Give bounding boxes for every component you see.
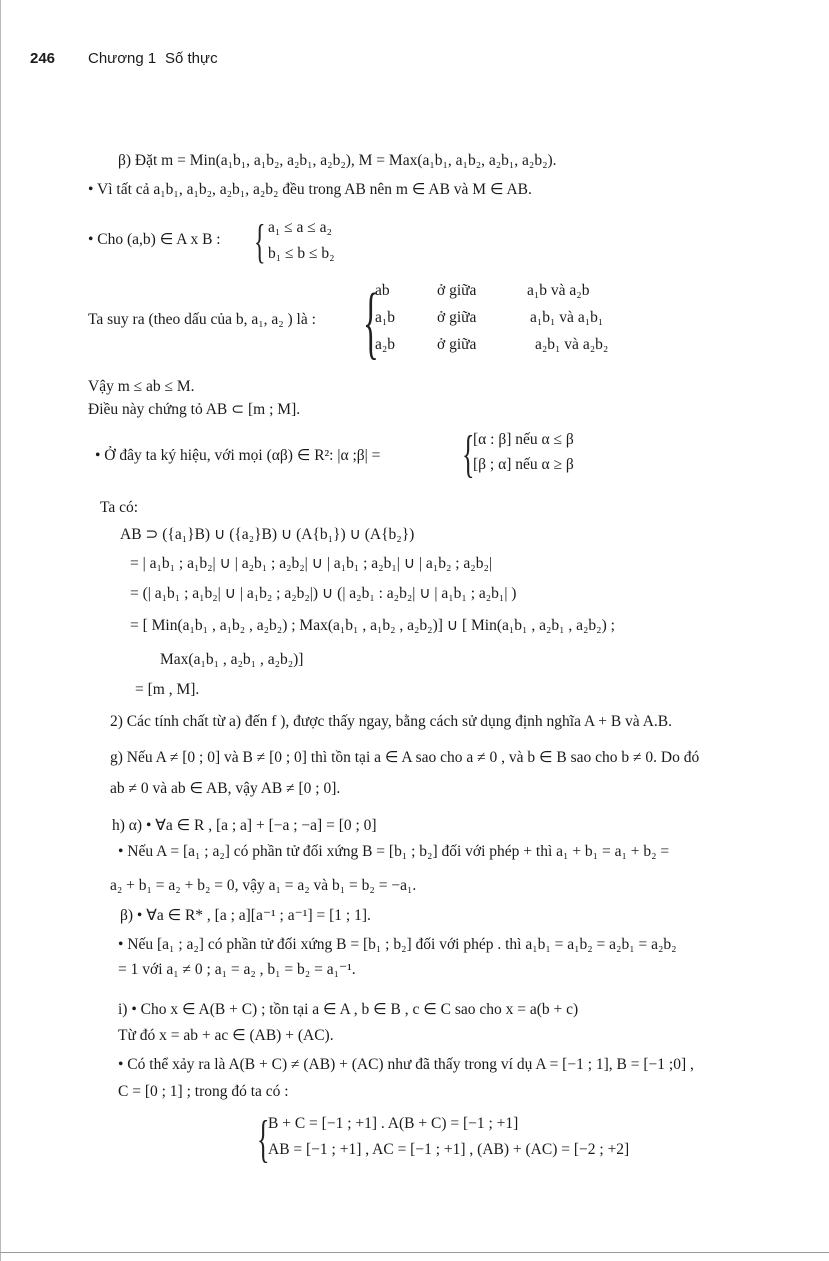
- brace: {: [257, 1111, 270, 1168]
- brace: {: [363, 276, 379, 367]
- page-edge-left: [0, 0, 1, 1261]
- chapter-title: Số thực: [165, 50, 218, 67]
- text-line: β) • ∀a ∈ R* , [a ; a][a⁻¹ ; a⁻¹] = [1 ; 1].: [120, 907, 371, 924]
- case-row: [β ; α] nếu α ≥ β: [473, 456, 574, 473]
- system-row: a₁ ≤ a ≤ a₂: [268, 219, 332, 236]
- page-number: 246: [30, 50, 56, 67]
- system-row: AB = [−1 ; +1] , AC = [−1 ; +1] , (AB) + (AC) = [−2 ; +2]: [268, 1141, 630, 1158]
- system-row: b₁ ≤ b ≤ b₂: [268, 245, 335, 262]
- system-row: B + C = [−1 ; +1] . A(B + C) = [−1 ; +1]: [268, 1115, 519, 1132]
- equation-line: = (| a₁b₁ ; a₁b₂| ∪ | a₁b₂ ; a₂b₂|) ∪ (| a₂b₁ : a₂b₂| ∪ | a₁b₁ ; a₂b₁| ): [130, 585, 517, 602]
- case-text: ở giữa: [437, 282, 477, 299]
- case-term: a₁b: [375, 309, 396, 326]
- text-line: β) Đặt m = Min(a₁b₁, a₁b₂, a₂b₁, a₂b₂), M = Max(a₁b₁, a₁b₂, a₂b₁, a₂b₂).: [118, 152, 557, 169]
- brace: {: [254, 215, 266, 268]
- text-line: h) α) • ∀a ∈ R , [a ; a] + [−a ; −a] = [0 ; 0]: [112, 817, 377, 834]
- text-line: • Vì tất cả a₁b₁, a₁b₂, a₂b₁, a₂b₂ đều trong AB nên m ∈ AB và M ∈ AB.: [88, 181, 532, 198]
- text-line: 2) Các tính chất từ a) đến f ), được thấy ngay, bằng cách sử dụng định nghĩa A + B và A.B.: [110, 713, 672, 730]
- case-term: ab: [375, 282, 390, 299]
- text-line: • Có thể xảy ra là A(B + C) ≠ (AB) + (AC) như đã thấy trong ví dụ A = [−1 ; 1], B = [−1 ;0] ,: [118, 1056, 694, 1073]
- equation-line: = | a₁b₁ ; a₁b₂| ∪ | a₂b₁ ; a₂b₂| ∪ | a₁b₁ ; a₂b₁| ∪ | a₁b₂ ; a₂b₂|: [130, 555, 492, 572]
- case-range: a₂b₁ và a₂b₂: [535, 336, 609, 353]
- text-line: • Nếu [a₁ ; a₂] có phần tử đối xứng B = [b₁ ; b₂] đối với phép . thì a₁b₁ = a₁b₂ = a₂b₁ = a₂b₂: [118, 936, 677, 953]
- text-line: • Ở đây ta ký hiệu, với mọi (αβ) ∈ R²: |α ;β| =: [95, 447, 381, 464]
- text-line: i) • Cho x ∈ A(B + C) ; tồn tại a ∈ A , b ∈ B , c ∈ C sao cho x = a(b + c): [118, 1001, 579, 1018]
- text-line: Điều này chứng tỏ AB ⊂ [m ; M].: [88, 401, 301, 418]
- text-line: g) Nếu A ≠ [0 ; 0] và B ≠ [0 ; 0] thì tồn tại a ∈ A sao cho a ≠ 0 , và b ∈ B sao cho b ≠ 0. Do đó: [110, 749, 700, 766]
- brace: {: [462, 426, 475, 483]
- text-line: = 1 với a₁ ≠ 0 ; a₁ = a₂ , b₁ = b₂ = a₁⁻¹.: [118, 961, 356, 978]
- text-line: Vậy m ≤ ab ≤ M.: [88, 378, 195, 395]
- text-line: a₂ + b₁ = a₂ + b₂ = 0, vậy a₁ = a₂ và b₁ = b₂ = −a₁.: [110, 877, 417, 894]
- text-line: Từ đó x = ab + ac ∈ (AB) + (AC).: [118, 1027, 334, 1044]
- text-line: • Cho (a,b) ∈ A x B :: [88, 231, 221, 248]
- text-line: C = [0 ; 1] ; trong đó ta có :: [118, 1083, 289, 1100]
- case-term: a₂b: [375, 336, 396, 353]
- text-line: • Nếu A = [a₁ ; a₂] có phần tử đối xứng B = [b₁ ; b₂] đối với phép + thì a₁ + b₁ = a₁ + b₂ =: [118, 843, 670, 860]
- case-range: a₁b và a₂b: [527, 282, 590, 299]
- case-text: ở giữa: [437, 309, 477, 326]
- equation-line: = [m , M].: [135, 681, 200, 698]
- text-line: Ta suy ra (theo dấu của b, a₁, a₂ ) là :: [88, 311, 316, 328]
- equation-line: = [ Min(a₁b₁ , a₁b₂ , a₂b₂) ; Max(a₁b₁ , a₁b₂ , a₂b₂)] ∪ [ Min(a₁b₁ , a₂b₁ , a₂b₂) ;: [130, 617, 615, 634]
- page-edge-bottom: [0, 1252, 829, 1253]
- text-line: ab ≠ 0 và ab ∈ AB, vậy AB ≠ [0 ; 0].: [110, 780, 341, 797]
- case-row: [α : β] nếu α ≤ β: [473, 431, 574, 448]
- case-text: ở giữa: [437, 336, 477, 353]
- equation-line: AB ⊃ ({a₁}B) ∪ ({a₂}B) ∪ (A{b₁}) ∪ (A{b₂}): [120, 526, 415, 543]
- case-range: a₁b₁ và a₁b₁: [530, 309, 604, 326]
- chapter-label: Chương 1: [88, 50, 157, 67]
- equation-line: Max(a₁b₁ , a₂b₁ , a₂b₂)]: [160, 651, 304, 668]
- text-line: Ta có:: [100, 499, 139, 516]
